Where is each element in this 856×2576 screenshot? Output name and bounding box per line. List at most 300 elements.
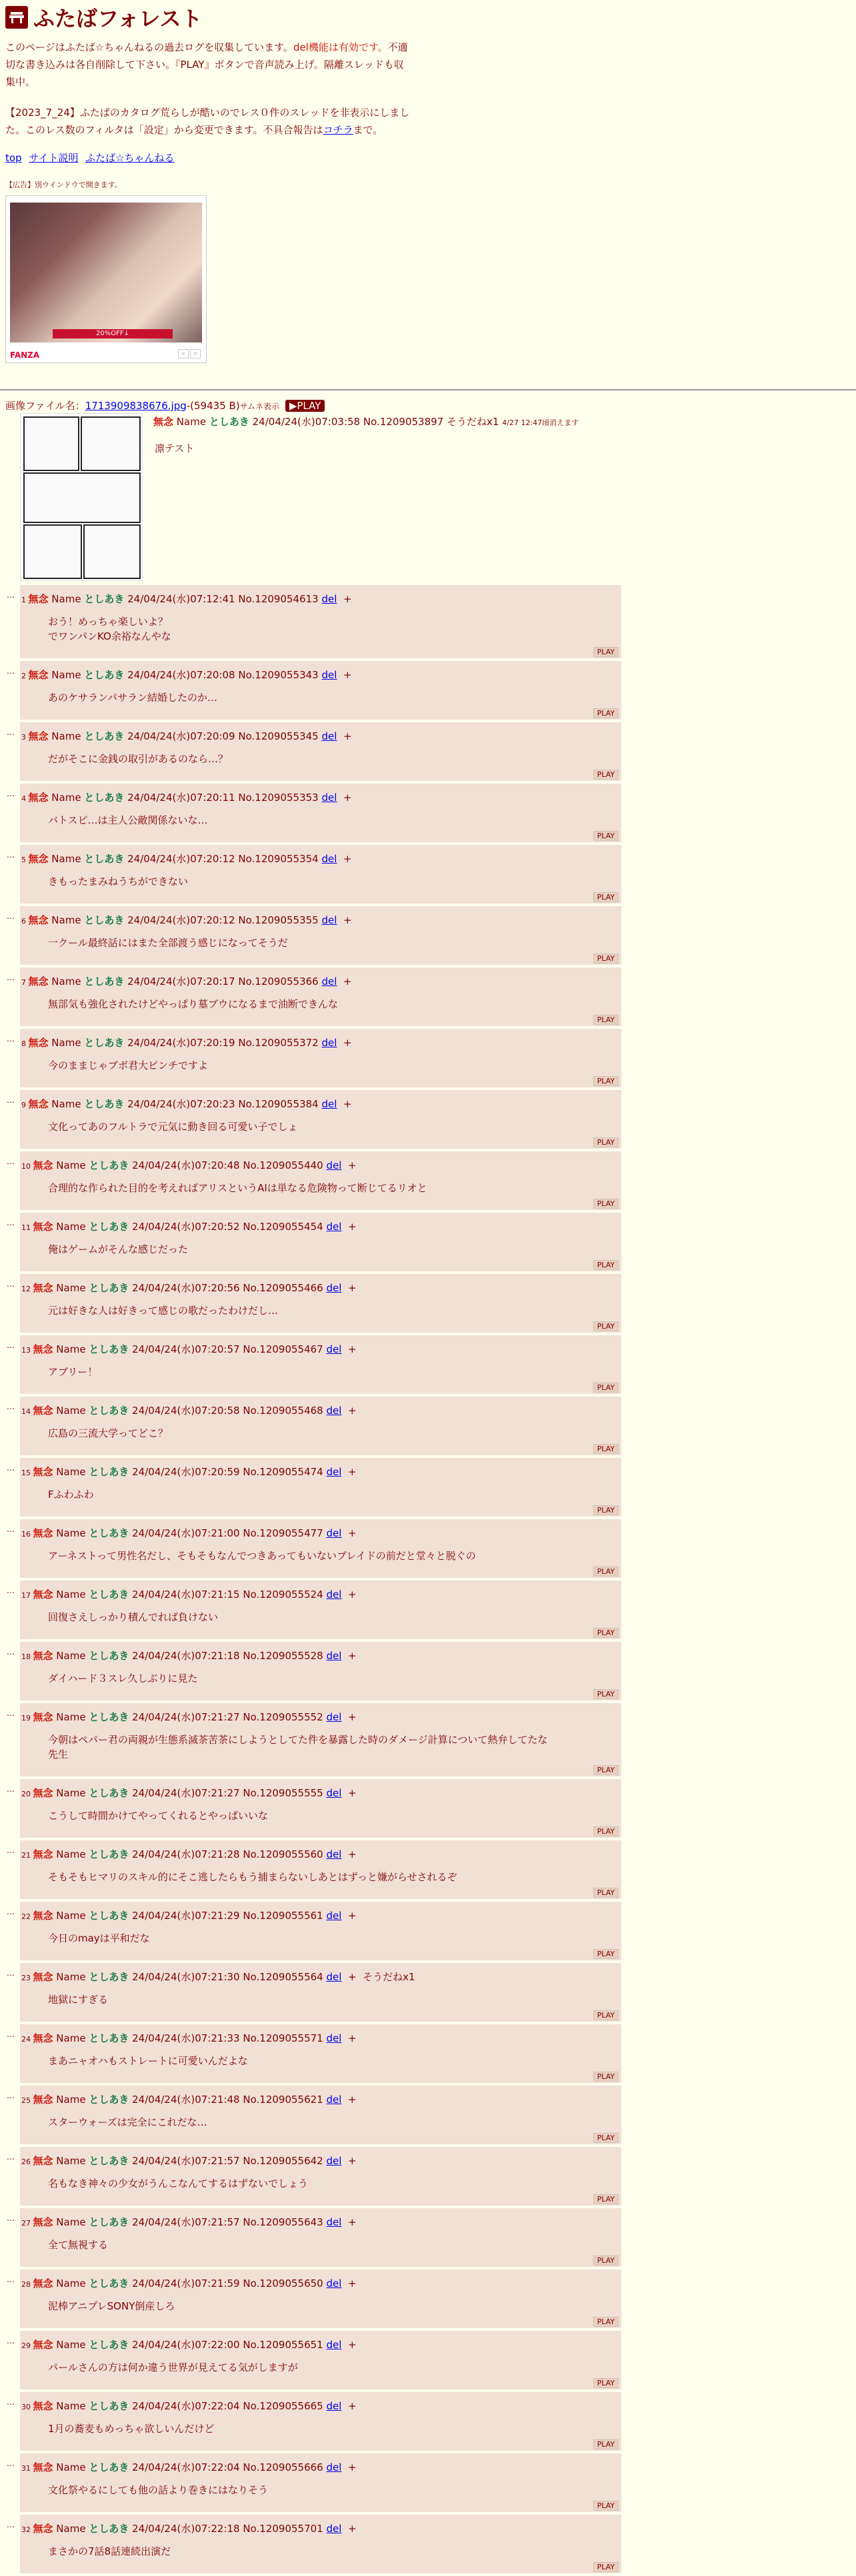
reply-play-button[interactable]: PLAY bbox=[593, 1076, 619, 1086]
sodane-plus-button[interactable]: + bbox=[343, 730, 352, 742]
reply-play-button[interactable]: PLAY bbox=[593, 2501, 619, 2511]
sodane-plus-button[interactable]: + bbox=[347, 2277, 357, 2289]
reply-header bbox=[21, 1847, 357, 1861]
reply-date: 24/04/24(水)07:20:48 bbox=[132, 1159, 240, 1171]
reply-play-button[interactable]: PLAY bbox=[593, 1383, 619, 1393]
sodane-plus-button[interactable]: + bbox=[347, 1343, 357, 1355]
sodane-plus-button[interactable]: + bbox=[343, 1098, 352, 1110]
reply-play-button[interactable]: PLAY bbox=[593, 954, 619, 964]
reply-number[interactable]: No.1209055571 bbox=[243, 2032, 323, 2044]
nav-top-link[interactable]: top bbox=[5, 152, 22, 164]
sodane-plus-button[interactable]: + bbox=[347, 1711, 357, 1723]
reply-post bbox=[7, 1029, 615, 1090]
reply-date: 24/04/24(水)07:20:12 bbox=[127, 853, 235, 865]
reply-number[interactable]: No.1209055372 bbox=[238, 1037, 319, 1049]
reply-date: 24/04/24(水)07:20:58 bbox=[132, 1405, 240, 1417]
sodane-plus-button[interactable]: + bbox=[347, 1466, 357, 1478]
reply-number[interactable]: No.1209055564 bbox=[243, 1971, 323, 1983]
reply-play-button[interactable]: PLAY bbox=[593, 892, 619, 902]
reply-index: 28 bbox=[21, 2280, 33, 2289]
reply-header bbox=[21, 2031, 357, 2045]
reply-box bbox=[20, 2392, 621, 2451]
reply-post bbox=[7, 845, 615, 906]
sodane-plus-button[interactable]: + bbox=[347, 2216, 357, 2228]
reply-number[interactable]: No.1209055665 bbox=[243, 2400, 323, 2412]
sodane-plus-button[interactable]: + bbox=[343, 1037, 352, 1049]
ad-prev-icon[interactable]: < bbox=[178, 349, 189, 358]
reply-box bbox=[20, 1151, 621, 1210]
reply-play-button[interactable]: PLAY bbox=[593, 2317, 619, 2327]
sodane-plus-button[interactable]: + bbox=[343, 975, 352, 987]
reply-number[interactable]: No.1209055643 bbox=[243, 2216, 323, 2228]
reply-dots: … bbox=[7, 1034, 15, 1043]
reply-name-label: Name bbox=[56, 1466, 86, 1478]
del-link[interactable]: del bbox=[326, 1910, 342, 1922]
reply-play-button[interactable]: PLAY bbox=[593, 2378, 619, 2388]
del-link[interactable]: del bbox=[321, 593, 337, 605]
del-link[interactable]: del bbox=[326, 1527, 342, 1539]
reply-name-label: Name bbox=[56, 2277, 86, 2289]
sodane-plus-button[interactable]: + bbox=[347, 1589, 357, 1601]
reply-number[interactable]: No.1209055642 bbox=[243, 2155, 323, 2167]
op-header: 無念 Name としあき 24/04/24(水)07:03:58 No.1209053897 そうだねx1 4/27 12:47頃消えます bbox=[153, 416, 579, 428]
reply-date: 24/04/24(水)07:21:48 bbox=[132, 2094, 240, 2106]
reply-box bbox=[20, 2147, 621, 2206]
reply-play-button[interactable]: PLAY bbox=[593, 2255, 619, 2265]
reply-index: 14 bbox=[21, 1407, 33, 1416]
reply-date: 24/04/24(水)07:20:08 bbox=[127, 669, 235, 681]
reply-play-button[interactable]: PLAY bbox=[593, 1137, 619, 1147]
reply-header bbox=[21, 1097, 352, 1111]
reply-sodane[interactable]: そうだねx1 bbox=[363, 1971, 415, 1983]
reply-name-label: Name bbox=[51, 593, 81, 605]
del-link[interactable]: del bbox=[326, 1282, 342, 1294]
reply-play-button[interactable]: PLAY bbox=[593, 2133, 619, 2143]
sodane-plus-button[interactable]: + bbox=[347, 1527, 357, 1539]
reply-number[interactable]: No.1209055468 bbox=[243, 1405, 323, 1417]
reply-number[interactable]: No.1209055621 bbox=[243, 2094, 323, 2106]
reply-number[interactable]: No.1209055354 bbox=[238, 853, 319, 865]
reply-box bbox=[20, 845, 621, 904]
reply-body: 名もなき神々の少女がうんこなんてするはずないでしょう bbox=[48, 2178, 309, 2190]
sodane-plus-button[interactable]: + bbox=[347, 2094, 357, 2106]
reply-header bbox=[21, 2337, 357, 2351]
reply-post bbox=[7, 2208, 615, 2269]
del-link[interactable]: del bbox=[326, 2216, 342, 2228]
op-file-line: 画像ファイル名：1713909838676.jpg-(59435 B)サムネ表示 ▶PLAY bbox=[5, 398, 325, 412]
reply-play-button[interactable]: PLAY bbox=[593, 1199, 619, 1209]
site-logo-icon[interactable] bbox=[5, 6, 28, 29]
reply-box bbox=[20, 661, 621, 720]
reply-play-button[interactable]: PLAY bbox=[593, 1888, 619, 1898]
reply-body: 1月の蕎麦もめっちゃ欲しいんだけど bbox=[48, 2423, 215, 2435]
reply-box bbox=[20, 2086, 621, 2144]
reply-name-label: Name bbox=[56, 2339, 86, 2351]
reply-name-label: Name bbox=[56, 1527, 86, 1539]
reply-play-button[interactable]: PLAY bbox=[593, 1949, 619, 1959]
reply-header bbox=[21, 1342, 357, 1356]
del-notice: del機能は有効です。 bbox=[293, 41, 388, 53]
ad-image[interactable] bbox=[10, 203, 202, 342]
reply-dots: … bbox=[7, 912, 15, 921]
reply-index: 23 bbox=[21, 1974, 33, 1982]
reply-number[interactable]: No.1209055353 bbox=[238, 792, 319, 804]
site-title[interactable]: ふたばフォレスト bbox=[33, 6, 203, 31]
sodane-plus-button[interactable]: + bbox=[347, 1848, 357, 1860]
sodane-plus-button[interactable]: + bbox=[347, 1282, 357, 1294]
sodane-plus-button[interactable]: + bbox=[347, 1910, 357, 1922]
reply-post bbox=[7, 1519, 615, 1581]
reply-date: 24/04/24(水)07:20:57 bbox=[132, 1343, 240, 1355]
reply-number[interactable]: No.1209055524 bbox=[243, 1589, 323, 1601]
op-sodane[interactable]: そうだねx1 bbox=[447, 416, 499, 428]
reply-play-button[interactable]: PLAY bbox=[593, 708, 619, 718]
reply-dots: … bbox=[7, 1525, 15, 1534]
sodane-plus-button[interactable]: + bbox=[343, 669, 352, 681]
del-link[interactable]: del bbox=[326, 2339, 342, 2351]
del-link[interactable]: del bbox=[326, 2461, 342, 2473]
reply-index: 20 bbox=[21, 1790, 33, 1798]
sodane-plus-button[interactable]: + bbox=[343, 593, 352, 605]
reply-subject: 無念 bbox=[33, 2277, 53, 2289]
del-link[interactable]: del bbox=[326, 2400, 342, 2412]
reply-header bbox=[21, 1158, 357, 1172]
reply-body: まさかの7話8話連続出演だ bbox=[48, 2545, 171, 2557]
reply-name-label: Name bbox=[51, 1098, 81, 1110]
reply-number[interactable]: No.1209055345 bbox=[238, 730, 319, 742]
reply-subject: 無念 bbox=[33, 1343, 53, 1355]
reply-number[interactable]: No.1209055466 bbox=[243, 1282, 323, 1294]
reply-box bbox=[20, 1335, 621, 1394]
reply-body: だがそこに金銭の取引があるのなら…？ bbox=[48, 753, 229, 765]
reply-play-button[interactable]: PLAY bbox=[593, 1321, 619, 1331]
reply-header bbox=[21, 592, 352, 606]
reply-list bbox=[7, 585, 615, 2576]
ad-next-icon[interactable]: > bbox=[190, 349, 201, 358]
reply-dots: … bbox=[7, 2336, 15, 2345]
reply-header bbox=[21, 1219, 357, 1233]
ad-label: 【広告】別ウインドウで開きます。 bbox=[5, 181, 122, 189]
header-divider bbox=[0, 389, 856, 390]
op-play-button[interactable]: ▶PLAY bbox=[285, 400, 325, 412]
sodane-plus-button[interactable]: + bbox=[347, 1221, 357, 1233]
sodane-plus-button[interactable]: + bbox=[347, 2400, 357, 2412]
reply-body: 元は好きな人は好きって感じの歌だったわけだし… bbox=[48, 1305, 279, 1317]
reply-body: 合理的な作られた目的を考えればアリスというAIは単なる危険物って断じてるリオと bbox=[48, 1182, 427, 1194]
reply-header bbox=[21, 2276, 357, 2290]
reply-name-label: Name bbox=[56, 1650, 86, 1662]
sodane-plus-button[interactable]: + bbox=[347, 1787, 357, 1799]
reply-number[interactable]: No.1209055355 bbox=[238, 914, 319, 926]
reply-number[interactable]: No.1209055454 bbox=[243, 1221, 323, 1233]
site-intro: このページはふたば☆ちゃんねるの過去ログを収集しています。del機能は有効です。不適切な書き込みは各自削除して下さい。『PLAY』ボタンで音声読み上げ。隔離スレッドも収集中。 bbox=[5, 41, 408, 88]
reply-subject: 無念 bbox=[28, 730, 49, 742]
reply-index: 11 bbox=[21, 1223, 33, 1232]
reply-body: まあニャオハもストレートに可愛いんだよな bbox=[48, 2055, 248, 2067]
reply-subject: 無念 bbox=[28, 975, 49, 987]
reply-subject: 無念 bbox=[28, 853, 49, 865]
del-link[interactable]: del bbox=[326, 1650, 342, 1662]
del-link[interactable]: del bbox=[326, 1343, 342, 1355]
reply-subject: 無念 bbox=[33, 2400, 53, 2412]
reply-number[interactable]: No.1209055343 bbox=[238, 669, 319, 681]
sodane-plus-button[interactable]: + bbox=[347, 2523, 357, 2535]
sodane-plus-button[interactable]: + bbox=[347, 1650, 357, 1662]
reply-number[interactable]: No.1209055701 bbox=[243, 2523, 323, 2535]
op-number[interactable]: No.1209053897 bbox=[363, 416, 444, 428]
reply-date: 24/04/24(水)07:21:15 bbox=[132, 1589, 240, 1601]
reply-number[interactable]: No.1209055477 bbox=[243, 1527, 323, 1539]
reply-subject: 無念 bbox=[33, 1466, 53, 1478]
del-link[interactable]: del bbox=[321, 1037, 337, 1049]
reply-body: 泥棒アニプレSONY倒産しろ bbox=[48, 2300, 175, 2312]
reply-name-label: Name bbox=[51, 669, 81, 681]
reply-index: 27 bbox=[21, 2219, 33, 2228]
reply-index: 4 bbox=[21, 794, 29, 803]
reply-number[interactable]: No.1209055560 bbox=[243, 1848, 323, 1860]
del-link[interactable]: del bbox=[326, 1787, 342, 1799]
reply-box bbox=[20, 2024, 621, 2083]
del-link[interactable]: del bbox=[321, 792, 337, 804]
reply-body: 今朝はペパー君の両親が生態系滅茶苦茶にしようとしてた件を暴露した時のダメージ計算について熱弁してたな 先生 bbox=[48, 1734, 548, 1760]
del-link[interactable]: del bbox=[326, 2155, 342, 2167]
reply-header bbox=[21, 668, 352, 682]
ad-pager[interactable] bbox=[178, 349, 201, 358]
reply-number[interactable]: No.1209055467 bbox=[243, 1343, 323, 1355]
ad-banner[interactable] bbox=[5, 195, 207, 363]
reply-body: 俺はゲームがそんな感じだった bbox=[48, 1243, 189, 1255]
reply-play-button[interactable]: PLAY bbox=[593, 647, 619, 657]
reply-subject: 無念 bbox=[33, 2032, 53, 2044]
reply-dots: … bbox=[7, 1157, 15, 1166]
reply-body: 今日のmayは平和だな bbox=[48, 1932, 150, 1944]
reply-number[interactable]: No.1209055474 bbox=[243, 1466, 323, 1478]
sodane-plus-button[interactable]: + bbox=[343, 792, 352, 804]
reply-name-label: Name bbox=[56, 2216, 86, 2228]
sodane-plus-button[interactable]: + bbox=[347, 2461, 357, 2473]
reply-number[interactable]: No.1209055440 bbox=[243, 1159, 323, 1171]
reply-name: としあき bbox=[89, 1971, 129, 1983]
del-link[interactable]: del bbox=[321, 975, 337, 987]
reply-body: スターウォーズは完全にこれだな… bbox=[48, 2116, 207, 2128]
del-link[interactable]: del bbox=[321, 853, 337, 865]
reply-play-button[interactable]: PLAY bbox=[593, 2072, 619, 2082]
reply-play-button[interactable]: PLAY bbox=[593, 1689, 619, 1699]
reply-box bbox=[20, 1213, 621, 1271]
reply-body: 広島の三流大学ってどこ？ bbox=[48, 1427, 169, 1439]
del-link[interactable]: del bbox=[326, 1711, 342, 1723]
reply-play-button[interactable]: PLAY bbox=[593, 1444, 619, 1454]
del-link[interactable]: del bbox=[326, 2277, 342, 2289]
reply-body: ダイハード３スレ久しぶりに見た bbox=[48, 1672, 198, 1684]
sodane-plus-button[interactable]: + bbox=[343, 853, 352, 865]
reply-dots: … bbox=[7, 973, 15, 982]
reply-header bbox=[21, 1587, 357, 1601]
reply-header bbox=[21, 2215, 357, 2229]
reply-number[interactable]: No.1209054613 bbox=[238, 593, 319, 605]
reply-subject: 無念 bbox=[33, 2339, 53, 2351]
reply-name: としあき bbox=[89, 1343, 129, 1355]
reply-play-button[interactable]: PLAY bbox=[593, 2010, 619, 2020]
reply-number[interactable]: No.1209055555 bbox=[243, 1787, 323, 1799]
del-link[interactable]: del bbox=[326, 1848, 342, 1860]
reply-body: 今のままじゃブボ君大ピンチですよ bbox=[48, 1059, 209, 1071]
reply-post bbox=[7, 2331, 615, 2392]
reply-name: としあき bbox=[89, 1405, 129, 1417]
reply-date: 24/04/24(水)07:21:28 bbox=[132, 1848, 240, 1860]
reply-name: としあき bbox=[84, 792, 125, 804]
sodane-plus-button[interactable]: + bbox=[347, 2032, 357, 2044]
reply-name: としあき bbox=[89, 2094, 129, 2106]
reply-date: 24/04/24(水)07:20:56 bbox=[132, 1282, 240, 1294]
reply-number[interactable]: No.1209055666 bbox=[243, 2461, 323, 2473]
reply-date: 24/04/24(水)07:21:33 bbox=[132, 2032, 240, 2044]
reply-dots: … bbox=[7, 666, 15, 676]
reply-subject: 無念 bbox=[33, 1221, 53, 1233]
del-link[interactable]: del bbox=[326, 2032, 342, 2044]
reply-play-button[interactable]: PLAY bbox=[593, 1765, 619, 1775]
reply-post bbox=[7, 1581, 615, 1642]
reply-body: Fふわふわ bbox=[48, 1489, 94, 1501]
del-link[interactable]: del bbox=[326, 1221, 342, 1233]
nav-futaba-link[interactable]: ふたば☆ちゃんねる bbox=[85, 152, 175, 164]
reply-play-button[interactable]: PLAY bbox=[593, 2562, 619, 2572]
reply-date: 24/04/24(水)07:22:04 bbox=[132, 2461, 240, 2473]
reply-header bbox=[21, 1786, 357, 1800]
op-file-link[interactable]: 1713909838676.jpg bbox=[85, 400, 187, 412]
reply-post bbox=[7, 2515, 615, 2576]
reply-play-button[interactable]: PLAY bbox=[593, 2194, 619, 2204]
reply-name-label: Name bbox=[56, 1787, 86, 1799]
reply-date: 24/04/24(水)07:21:29 bbox=[132, 1910, 240, 1922]
reply-subject: 無念 bbox=[33, 1650, 53, 1662]
report-link[interactable]: コチラ bbox=[323, 124, 353, 136]
reply-index: 1 bbox=[21, 596, 29, 604]
site-header bbox=[5, 4, 412, 363]
reply-number[interactable]: No.1209055366 bbox=[238, 975, 319, 987]
reply-body: 文化ってあのフルトラで元気に動き回る可愛い子でしょ bbox=[48, 1121, 298, 1133]
reply-number[interactable]: No.1209055651 bbox=[243, 2339, 323, 2351]
reply-body: 全て無視する bbox=[48, 2239, 109, 2251]
reply-dots: … bbox=[7, 850, 15, 860]
op-body: 凛テスト bbox=[155, 442, 195, 454]
reply-header bbox=[21, 2521, 357, 2535]
reply-subject: 無念 bbox=[33, 1159, 53, 1171]
reply-box bbox=[20, 1902, 621, 1960]
reply-name-label: Name bbox=[51, 1037, 81, 1049]
reply-box bbox=[20, 1458, 621, 1517]
reply-box bbox=[20, 784, 621, 842]
del-link[interactable]: del bbox=[321, 730, 337, 742]
reply-date: 24/04/24(水)07:21:57 bbox=[132, 2155, 240, 2167]
reply-play-button[interactable]: PLAY bbox=[593, 770, 619, 780]
sodane-plus-button[interactable]: + bbox=[347, 2155, 357, 2167]
op-thumbnail[interactable] bbox=[20, 413, 143, 581]
op-expire: 4/27 12:47頃消えます bbox=[502, 418, 579, 427]
reply-date: 24/04/24(水)07:21:27 bbox=[132, 1711, 240, 1723]
reply-dots: … bbox=[7, 1647, 15, 1656]
reply-header bbox=[21, 1710, 357, 1724]
reply-name-label: Name bbox=[56, 1711, 86, 1723]
reply-name: としあき bbox=[84, 593, 125, 605]
reply-box bbox=[20, 722, 621, 781]
reply-body: 回復さえしっかり積んでれば負けない bbox=[48, 1611, 219, 1623]
reply-subject: 無念 bbox=[33, 1527, 53, 1539]
reply-name: としあき bbox=[89, 2400, 129, 2412]
reply-box bbox=[20, 906, 621, 965]
del-link[interactable]: del bbox=[321, 1098, 337, 1110]
reply-play-button[interactable]: PLAY bbox=[593, 2439, 619, 2449]
reply-index: 12 bbox=[21, 1285, 33, 1293]
sodane-plus-button[interactable]: + bbox=[347, 1971, 357, 1983]
reply-name-label: Name bbox=[51, 975, 81, 987]
reply-body: 一クール最終話にはまた全部渡う感じになってそうだ bbox=[48, 937, 288, 949]
reply-date: 24/04/24(水)07:20:12 bbox=[127, 914, 235, 926]
reply-index: 32 bbox=[21, 2525, 33, 2534]
reply-box bbox=[20, 1581, 621, 1639]
sodane-plus-button[interactable]: + bbox=[347, 1159, 357, 1171]
del-link[interactable]: del bbox=[326, 1405, 342, 1417]
reply-body: 文化祭やるにしても他の話より巻きにはなりそう bbox=[48, 2484, 269, 2496]
del-link[interactable]: del bbox=[326, 1466, 342, 1478]
reply-number[interactable]: No.1209055528 bbox=[243, 1650, 323, 1662]
del-link[interactable]: del bbox=[321, 669, 337, 681]
del-link[interactable]: del bbox=[326, 1159, 342, 1171]
op-date: 24/04/24(水)07:03:58 bbox=[252, 416, 361, 428]
reply-play-button[interactable]: PLAY bbox=[593, 1826, 619, 1836]
del-link[interactable]: del bbox=[321, 914, 337, 926]
reply-date: 24/04/24(水)07:20:52 bbox=[132, 1221, 240, 1233]
reply-play-button[interactable]: PLAY bbox=[593, 1567, 619, 1577]
reply-name-label: Name bbox=[56, 2461, 86, 2473]
nav-about-link[interactable]: サイト説明 bbox=[29, 152, 79, 164]
reply-header bbox=[21, 1465, 357, 1479]
reply-play-button[interactable]: PLAY bbox=[593, 1015, 619, 1025]
reply-name: としあき bbox=[89, 2461, 129, 2473]
sodane-plus-button[interactable]: + bbox=[347, 1405, 357, 1417]
top-nav bbox=[5, 151, 412, 165]
reply-index: 10 bbox=[21, 1162, 33, 1171]
reply-play-button[interactable]: PLAY bbox=[593, 1628, 619, 1638]
reply-post bbox=[7, 1213, 615, 1274]
reply-name: としあき bbox=[89, 2032, 129, 2044]
reply-post bbox=[7, 1397, 615, 1458]
sodane-plus-button[interactable]: + bbox=[343, 914, 352, 926]
reply-name-label: Name bbox=[56, 2032, 86, 2044]
del-link[interactable]: del bbox=[326, 1971, 342, 1983]
del-link[interactable]: del bbox=[326, 1589, 342, 1601]
reply-header bbox=[21, 974, 352, 988]
sodane-plus-button[interactable]: + bbox=[347, 2339, 357, 2351]
reply-number[interactable]: No.1209055650 bbox=[243, 2277, 323, 2289]
reply-play-button[interactable]: PLAY bbox=[593, 831, 619, 841]
reply-number[interactable]: No.1209055552 bbox=[243, 1711, 323, 1723]
reply-index: 2 bbox=[21, 672, 29, 680]
reply-number[interactable]: No.1209055384 bbox=[238, 1098, 319, 1110]
del-link[interactable]: del bbox=[326, 2523, 342, 2535]
reply-post bbox=[7, 1335, 615, 1397]
reply-subject: 無念 bbox=[33, 1787, 53, 1799]
reply-date: 24/04/24(水)07:22:18 bbox=[132, 2523, 240, 2535]
reply-number[interactable]: No.1209055561 bbox=[243, 1910, 323, 1922]
reply-header bbox=[21, 1908, 357, 1922]
del-link[interactable]: del bbox=[326, 2094, 342, 2106]
reply-play-button[interactable]: PLAY bbox=[593, 1260, 619, 1270]
reply-header bbox=[21, 729, 352, 743]
reply-name-label: Name bbox=[56, 1159, 86, 1171]
reply-play-button[interactable]: PLAY bbox=[593, 1505, 619, 1515]
reply-subject: 無念 bbox=[33, 1282, 53, 1294]
